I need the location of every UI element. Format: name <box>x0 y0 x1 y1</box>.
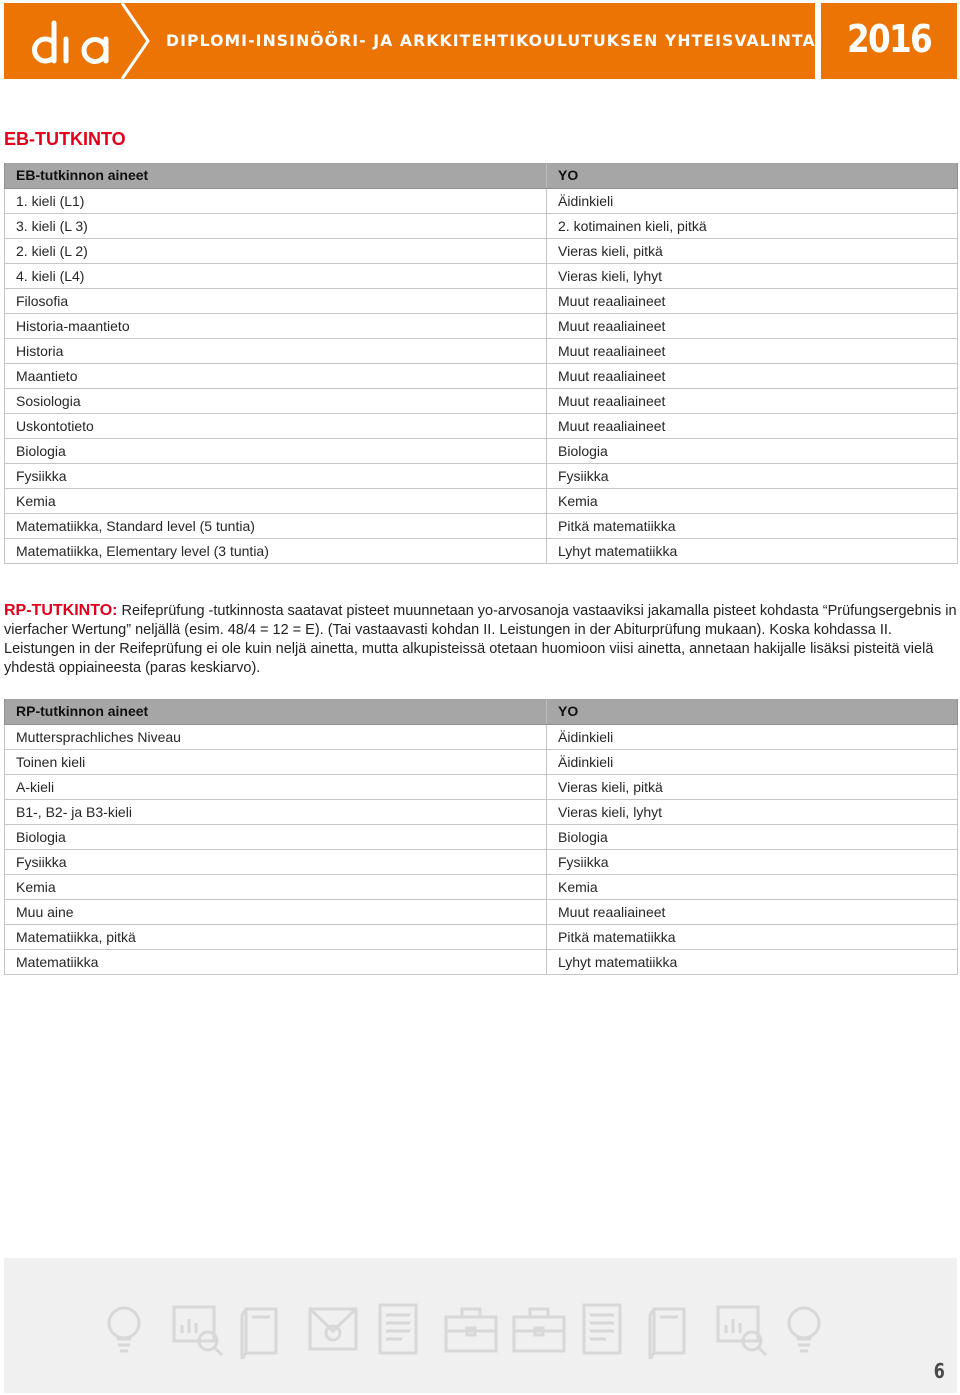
source-subject-cell: 3. kieli (L 3) <box>5 213 547 238</box>
source-subject-cell: Matematiikka, pitkä <box>5 924 547 949</box>
rp-paragraph-text: Reifeprüfung -tutkinnosta saatavat pisteet muunnetaan yo-arvosanoja vastaaviksi jakamalla pisteet kohdasta “Prüfungsergebnis in vierfacher Wertung” neljällä (esim. 48/4 = 12 = E). (Tai vastaavasti kohdan II. Leistungen in der Abiturprüfung mukaan). Koska kohdassa II. Leistungen in der Reifeprüfung ei ole kuin neljä ainetta, mutta alkupisteissä otetaan huomioon viisi ainetta, annetaan hakijalle lisäksi pisteitä vielä yhdestä oppiaineesta (paras keskiarvo). <box>4 603 957 676</box>
source-subject-cell: Biologia <box>5 824 547 849</box>
yo-subject-cell: Vieras kieli, lyhyt <box>547 799 958 824</box>
table-row <box>5 513 958 538</box>
source-subject-cell: Muu aine <box>5 899 547 924</box>
table-header-row <box>5 163 958 188</box>
source-subject-cell: 4. kieli (L4) <box>5 263 547 288</box>
email-icon <box>308 1303 364 1359</box>
source-subject-cell: Biologia <box>5 438 547 463</box>
yo-subject-cell: Äidinkieli <box>547 724 958 749</box>
book-icon <box>240 1303 296 1359</box>
source-subject-cell: Historia <box>5 338 547 363</box>
table-row <box>5 749 958 774</box>
chart-magnifier-icon <box>716 1303 772 1359</box>
source-subject-cell: Toinen kieli <box>5 749 547 774</box>
source-subject-cell: Fysiikka <box>5 849 547 874</box>
book-icon <box>648 1303 704 1359</box>
table-row <box>5 849 958 874</box>
source-subject-cell: B1-, B2- ja B3-kieli <box>5 799 547 824</box>
source-subject-cell: Kemia <box>5 874 547 899</box>
table-header-row <box>5 699 958 724</box>
rp-table-body <box>5 724 958 974</box>
table-row <box>5 949 958 974</box>
briefcase-icon <box>444 1303 500 1359</box>
source-subject-cell: Uskontotieto <box>5 413 547 438</box>
source-subject-cell: Historia-maantieto <box>5 313 547 338</box>
yo-subject-cell: Kemia <box>547 874 958 899</box>
yo-subject-cell: Vieras kieli, pitkä <box>547 774 958 799</box>
source-subject-cell: 1. kieli (L1) <box>5 188 547 213</box>
table-row <box>5 799 958 824</box>
column-header: YO <box>547 163 958 188</box>
table-row <box>5 463 958 488</box>
yo-subject-cell: Muut reaaliaineet <box>547 288 958 313</box>
yo-subject-cell: Lyhyt matematiikka <box>547 538 958 563</box>
table-row <box>5 338 958 363</box>
eb-table-body <box>5 188 958 563</box>
source-subject-cell: Maantieto <box>5 363 547 388</box>
yo-subject-cell: Lyhyt matematiikka <box>547 949 958 974</box>
document-icon <box>376 1303 432 1359</box>
table-row <box>5 288 958 313</box>
source-subject-cell: 2. kieli (L 2) <box>5 238 547 263</box>
table-row <box>5 538 958 563</box>
yo-subject-cell: Muut reaaliaineet <box>547 899 958 924</box>
table-row <box>5 724 958 749</box>
document-icon <box>580 1303 636 1359</box>
table-row <box>5 874 958 899</box>
header-title: DIPLOMI-INSINÖÖRI- JA ARKKITEHTIKOULUTUKSEN YHTEISVALINTA <box>166 31 816 50</box>
table-row <box>5 824 958 849</box>
table-row <box>5 213 958 238</box>
source-subject-cell: Kemia <box>5 488 547 513</box>
eb-equivalence-table <box>4 163 958 564</box>
source-subject-cell: Muttersprachliches Niveau <box>5 724 547 749</box>
table-row <box>5 924 958 949</box>
source-subject-cell: Fysiikka <box>5 463 547 488</box>
rp-equivalence-table <box>4 699 958 975</box>
yo-subject-cell: Muut reaaliaineet <box>547 363 958 388</box>
table-row <box>5 388 958 413</box>
table-row <box>5 899 958 924</box>
yo-subject-cell: Biologia <box>547 824 958 849</box>
yo-subject-cell: Muut reaaliaineet <box>547 338 958 363</box>
yo-subject-cell: Vieras kieli, lyhyt <box>547 263 958 288</box>
table-row <box>5 313 958 338</box>
page-number: 6 <box>933 1359 945 1383</box>
lightbulb-icon <box>784 1303 840 1359</box>
chevron-divider-icon <box>118 3 158 79</box>
footer-icon-strip <box>104 1303 864 1373</box>
source-subject-cell: Matematiikka, Elementary level (3 tuntia) <box>5 538 547 563</box>
table-row <box>5 488 958 513</box>
yo-subject-cell: Fysiikka <box>547 849 958 874</box>
rp-description <box>4 601 958 678</box>
lightbulb-icon <box>104 1303 160 1359</box>
yo-subject-cell: Muut reaaliaineet <box>547 313 958 338</box>
yo-subject-cell: Vieras kieli, pitkä <box>547 238 958 263</box>
footer-band <box>4 1258 957 1393</box>
header-banner <box>4 3 815 79</box>
column-header: RP-tutkinnon aineet <box>5 699 547 724</box>
source-subject-cell: Filosofia <box>5 288 547 313</box>
dia-logo <box>30 17 114 67</box>
chart-magnifier-icon <box>172 1303 228 1359</box>
table-row <box>5 413 958 438</box>
yo-subject-cell: Muut reaaliaineet <box>547 388 958 413</box>
yo-subject-cell: Kemia <box>547 488 958 513</box>
page-header <box>4 3 957 79</box>
yo-subject-cell: Pitkä matematiikka <box>547 513 958 538</box>
source-subject-cell: Matematiikka <box>5 949 547 974</box>
rp-section-label: RP-TUTKINTO: <box>4 602 118 619</box>
table-row <box>5 438 958 463</box>
column-header: YO <box>547 699 958 724</box>
eb-section-title: EB-TUTKINTO <box>4 129 126 149</box>
source-subject-cell: Sosiologia <box>5 388 547 413</box>
header-year-box <box>821 3 957 79</box>
table-row <box>5 263 958 288</box>
yo-subject-cell: 2. kotimainen kieli, pitkä <box>547 213 958 238</box>
table-row <box>5 363 958 388</box>
table-row <box>5 188 958 213</box>
source-subject-cell: Matematiikka, Standard level (5 tuntia) <box>5 513 547 538</box>
yo-subject-cell: Fysiikka <box>547 463 958 488</box>
column-header: EB-tutkinnon aineet <box>5 163 547 188</box>
header-year: 2016 <box>846 17 932 61</box>
yo-subject-cell: Muut reaaliaineet <box>547 413 958 438</box>
yo-subject-cell: Biologia <box>547 438 958 463</box>
yo-subject-cell: Äidinkieli <box>547 188 958 213</box>
table-row <box>5 774 958 799</box>
table-row <box>5 238 958 263</box>
source-subject-cell: A-kieli <box>5 774 547 799</box>
yo-subject-cell: Äidinkieli <box>547 749 958 774</box>
yo-subject-cell: Pitkä matematiikka <box>547 924 958 949</box>
briefcase-icon <box>512 1303 568 1359</box>
